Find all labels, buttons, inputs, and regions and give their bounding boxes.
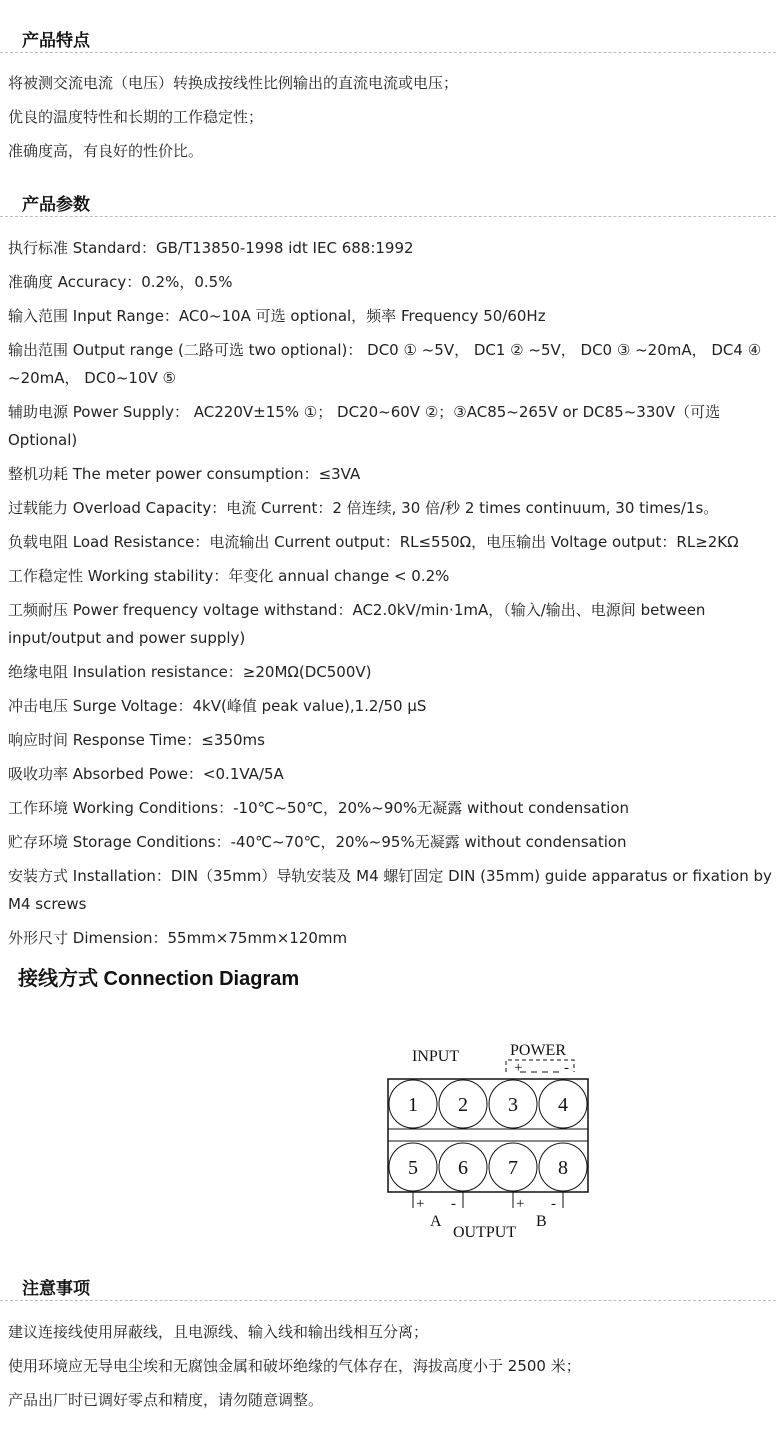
output-label: OUTPUT — [453, 1224, 517, 1241]
terminal-8-label: 8 — [558, 1157, 568, 1179]
param-line: 准确度 Accuracy：0.2%，0.5% — [8, 273, 233, 291]
param-line: 过载能力 Overload Capacity：电流 Current：2 倍连续, 30 倍/秒 2 times continuum, 30 times/1s。 — [8, 499, 719, 517]
param-line: 辅助电源 Power Supply： AC220V±15% ①； DC20~60V ②；③AC85~265V or DC85~330V（可选 Optional) — [8, 403, 721, 449]
params-header — [0, 186, 776, 217]
diagram-title: 接线方式 Connection Diagram — [18, 968, 300, 990]
output-b-plus: + — [516, 1196, 525, 1212]
terminal-2-label: 2 — [458, 1094, 468, 1116]
output-b-minus: - — [551, 1196, 556, 1212]
param-line: 输出范围 Output range (二路可选 two optional)： DC0 ① ~5V， DC1 ② ~5V， DC0 ③ ~20mA， DC4 ④ ~20mA， DC0~10V ⑤ — [8, 341, 762, 387]
notes-line: 建议连接线使用屏蔽线，且电源线、输入线和输出线相互分离； — [8, 1323, 429, 1341]
param-line: 吸收功率 Absorbed Powe：<0.1VA/5A — [8, 765, 284, 783]
param-line: 安装方式 Installation：DIN（35mm）导轨安装及 M4 螺钉固定 DIN (35mm) guide apparatus or fixation by M4 screws — [8, 867, 772, 913]
param-line: 整机功耗 The meter power consumption：≤3VA — [8, 465, 361, 483]
param-line: 负载电阻 Load Resistance：电流输出 Current output：RL≤550Ω，电压输出 Voltage output：RL≥2KΩ — [8, 533, 739, 551]
power-minus: - — [564, 1060, 569, 1076]
features-title: 产品特点 — [22, 31, 90, 51]
terminal-1-label: 1 — [408, 1094, 418, 1116]
terminal-6-label: 6 — [458, 1157, 468, 1179]
power-plus: + — [514, 1060, 523, 1076]
param-line: 响应时间 Response Time：≤350ms — [8, 731, 265, 749]
notes-header — [0, 1270, 776, 1301]
notes-title: 注意事项 — [22, 1279, 90, 1299]
param-line: 输入范围 Input Range：AC0~10A 可选 optional，频率 Frequency 50/60Hz — [8, 307, 546, 325]
param-line: 冲击电压 Surge Voltage：4kV(峰值 peak value),1.2/50 μS — [8, 697, 427, 715]
features-line: 优良的温度特性和长期的工作稳定性； — [8, 108, 264, 126]
features-line: 将被测交流电流（电压）转换成按线性比例输出的直流电流或电压； — [8, 74, 459, 92]
output-a-plus: + — [416, 1196, 425, 1212]
notes-line: 使用环境应无导电尘埃和无腐蚀金属和破坏绝缘的气体存在，海拔高度小于 2500 米； — [8, 1357, 581, 1375]
param-line: 工作环境 Working Conditions：-10℃~50℃，20%~90%无凝露 without condensation — [8, 799, 630, 817]
power-label: POWER — [510, 1042, 566, 1059]
param-line: 绝缘电阻 Insulation resistance：≥20MΩ(DC500V) — [8, 663, 372, 681]
input-label: INPUT — [412, 1048, 460, 1065]
output-b-label: B — [536, 1213, 547, 1230]
param-line: 工作稳定性 Working stability：年变化 annual change < 0.2% — [8, 567, 450, 585]
terminal-7-label: 7 — [508, 1157, 518, 1179]
notes-line: 产品出厂时已调好零点和精度，请勿随意调整。 — [8, 1391, 324, 1409]
output-a-label: A — [430, 1213, 442, 1230]
param-line: 执行标准 Standard：GB/T13850-1998 idt IEC 688:1992 — [8, 239, 414, 257]
params-title: 产品参数 — [22, 195, 90, 215]
connection-diagram — [380, 1030, 600, 1250]
param-line: 工频耐压 Power frequency voltage withstand：AC2.0kV/min·1mA，（输入/输出、电源间 between input/output and power supply) — [8, 601, 706, 647]
terminal-5-label: 5 — [408, 1157, 418, 1179]
output-a-minus: - — [451, 1196, 456, 1212]
terminal-3-label: 3 — [508, 1094, 518, 1116]
param-line: 外形尺寸 Dimension：55mm×75mm×120mm — [8, 929, 348, 947]
terminal-4-label: 4 — [558, 1094, 568, 1116]
features-header — [0, 22, 776, 53]
param-line: 贮存环境 Storage Conditions：-40℃~70℃，20%~95%无凝露 without condensation — [8, 833, 627, 851]
features-line: 准确度高，有良好的性价比。 — [8, 142, 204, 160]
